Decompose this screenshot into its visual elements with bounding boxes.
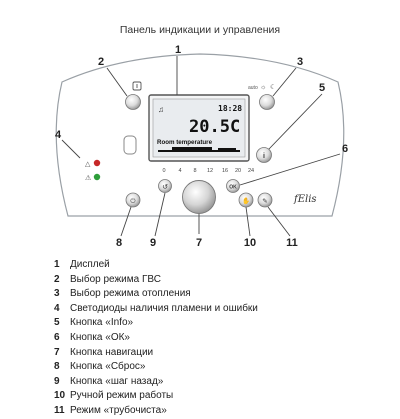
flame-led bbox=[94, 160, 100, 166]
ok-icon: OK bbox=[229, 184, 237, 191]
legend-item bbox=[54, 273, 374, 288]
diagram-title: Панель индикации и управления bbox=[119, 24, 281, 36]
legend-number: 10 bbox=[54, 390, 66, 402]
legend-text: Кнопка «ОК» bbox=[70, 331, 130, 343]
callout-2: 2 bbox=[97, 56, 105, 68]
legend-number: 4 bbox=[54, 302, 60, 314]
callout-4: 4 bbox=[54, 129, 62, 141]
reset-icon: ⏻ bbox=[130, 198, 136, 205]
scale-tick: 8 bbox=[193, 168, 197, 174]
heating-mode-button[interactable] bbox=[260, 95, 275, 110]
callout-9: 9 bbox=[149, 237, 157, 249]
legend-item bbox=[54, 287, 374, 302]
error-icon: ⚠ bbox=[85, 175, 92, 182]
brush-icon: ✎ bbox=[262, 198, 268, 205]
legend-number: 6 bbox=[54, 331, 60, 343]
back-arrow-icon: ↺ bbox=[162, 184, 168, 191]
moon-icon: ☾ bbox=[270, 84, 277, 91]
legend-number: 9 bbox=[54, 375, 60, 387]
navigation-knob[interactable] bbox=[183, 181, 216, 214]
scale-tick: 0 bbox=[162, 168, 166, 174]
legend-item bbox=[54, 316, 374, 331]
scale-tick: 20 bbox=[234, 168, 242, 174]
hand-icon: ✋ bbox=[241, 198, 251, 205]
legend-item bbox=[54, 389, 374, 404]
callout-7: 7 bbox=[195, 237, 203, 249]
legend-item bbox=[54, 258, 374, 273]
display-label: Room temperature bbox=[157, 139, 213, 146]
callout-6: 6 bbox=[341, 143, 349, 155]
legend-text: Кнопка «шаг назад» bbox=[70, 375, 164, 387]
legend-text: Выбор режима ГВС bbox=[70, 273, 161, 285]
info-icon: i bbox=[263, 153, 265, 160]
panel-slot bbox=[124, 136, 136, 154]
sun-icon: ☼ bbox=[260, 84, 267, 91]
legend-item bbox=[54, 331, 374, 346]
legend-item bbox=[54, 404, 374, 419]
legend-text: Ручной режим работы bbox=[70, 390, 174, 402]
display-temperature: 20.5C bbox=[189, 117, 241, 137]
legend-number: 5 bbox=[54, 317, 60, 329]
dhw-mode-button[interactable] bbox=[126, 95, 141, 110]
legend-text: Кнопка навигации bbox=[70, 346, 154, 358]
legend-number: 8 bbox=[54, 361, 60, 373]
callout-10: 10 bbox=[243, 237, 257, 249]
display-small-icon: ♫ bbox=[158, 105, 164, 114]
legend-item bbox=[54, 302, 374, 317]
display-time: 18:28 bbox=[218, 104, 243, 113]
legend-text: Режим «трубочиста» bbox=[70, 404, 167, 416]
legend-number: 1 bbox=[54, 259, 60, 270]
scale-tick: 4 bbox=[178, 168, 182, 174]
callout-3: 3 bbox=[296, 56, 304, 68]
legend-number: 2 bbox=[54, 273, 60, 285]
legend-list bbox=[54, 258, 374, 419]
flame-icon: △ bbox=[85, 161, 91, 168]
legend-number: 7 bbox=[54, 346, 60, 358]
legend-item bbox=[54, 346, 374, 361]
legend-text: Светодиоды наличия пламени и ошибки bbox=[70, 302, 258, 314]
callout-5: 5 bbox=[318, 82, 326, 94]
legend-number: 3 bbox=[54, 288, 60, 300]
legend-item bbox=[54, 375, 374, 390]
scale-tick: 24 bbox=[247, 168, 255, 174]
scale-tick: 16 bbox=[221, 168, 229, 174]
legend-item bbox=[54, 360, 374, 375]
callout-8: 8 bbox=[115, 237, 123, 249]
legend-text: Кнопка «Info» bbox=[70, 317, 134, 329]
mode-auto-label: auto bbox=[248, 85, 258, 91]
brand-logo: fElis bbox=[294, 194, 317, 205]
callout-1: 1 bbox=[174, 44, 182, 56]
legend-text: Дисплей bbox=[70, 259, 110, 270]
scale-tick: 12 bbox=[206, 168, 214, 174]
legend-number: 11 bbox=[54, 404, 65, 416]
legend-text: Выбор режима отопления bbox=[70, 288, 191, 300]
legend-text: Кнопка «Сброс» bbox=[70, 361, 146, 373]
callout-11: 11 bbox=[286, 237, 298, 249]
error-led bbox=[94, 174, 100, 180]
